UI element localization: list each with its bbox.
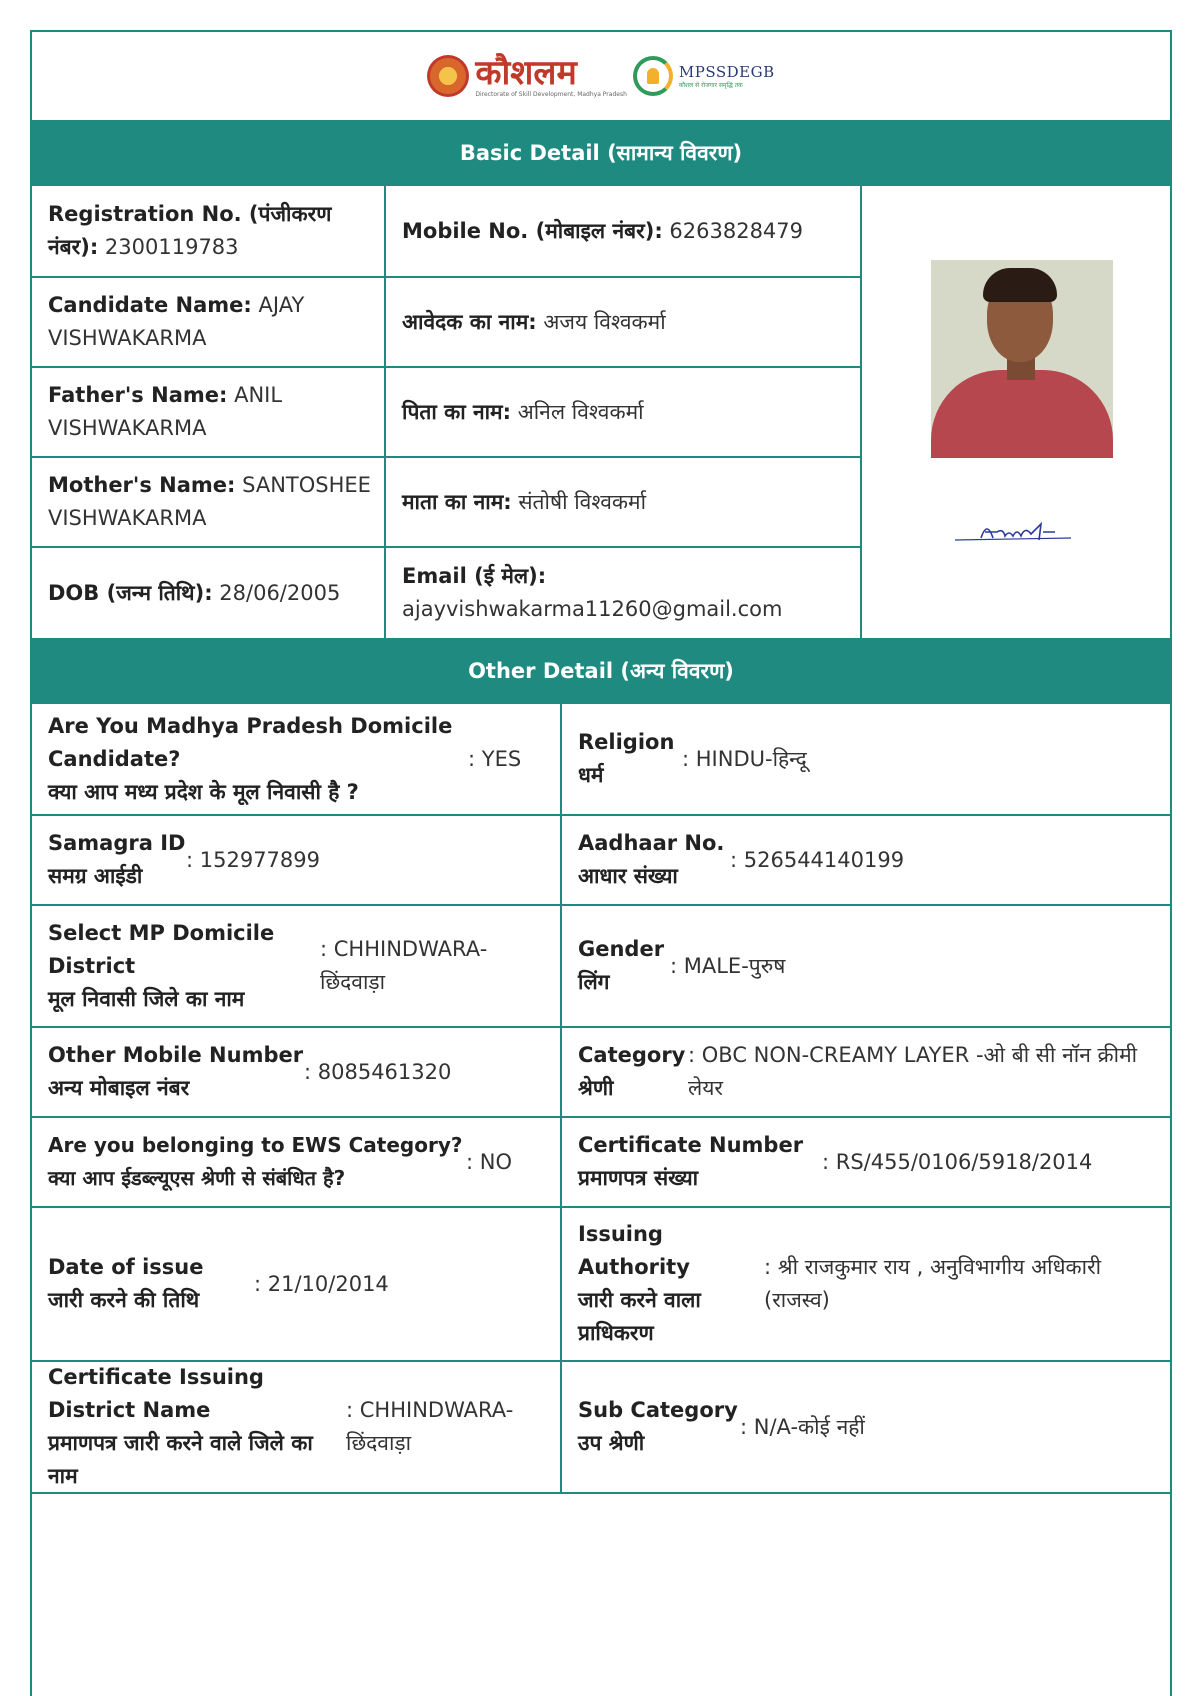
divider [860, 186, 862, 638]
category-cell: Category श्रेणी : OBC NON-CREAMY LAYER -ओ बी सी नॉन क्रीमी लेयर [562, 1028, 1172, 1118]
candidate-photo [931, 260, 1113, 458]
applicant-name-hi-cell: आवेदक का नाम: अजय विश्वकर्मा [386, 278, 860, 368]
aadhaar-cell: Aadhaar No. आधार संख्या : 526544140199 [562, 816, 1172, 906]
father-name-hi-cell: पिता का नाम: अनिल विश्वकर्मा [386, 368, 860, 458]
candidate-name-cell: Candidate Name: AJAY VISHWAKARMA [32, 278, 384, 368]
certificate-district-cell: Certificate Issuing District Name प्रमाणपत्र जारी करने वाले जिले का नाम : CHHINDWARA-छिंदवाड़ा [32, 1362, 560, 1494]
mp-emblem-icon [427, 55, 469, 97]
basic-detail-heading: Basic Detail (सामान्य विवरण) [32, 120, 1170, 186]
candidate-signature [951, 510, 1091, 550]
father-name-cell: Father's Name: ANIL VISHWAKARMA [32, 368, 384, 458]
mpssdegb-emblem-icon [633, 56, 673, 96]
mobile-no-cell: Mobile No. (मोबाइल नंबर): 6263828479 [386, 186, 860, 278]
gender-cell: Gender लिंग : MALE-पुरुष [562, 906, 1172, 1028]
other-mobile-cell: Other Mobile Number अन्य मोबाइल नंबर : 8085461320 [32, 1028, 560, 1118]
issuing-authority-cell: Issuing Authority जारी करने वाला प्राधिकरण : श्री राजकुमार राय , अनुविभागीय अधिकारी (राजस्व) [562, 1208, 1172, 1362]
certificate-number-cell: Certificate Number प्रमाणपत्र संख्या : RS/455/0106/5918/2014 [562, 1118, 1172, 1208]
email-cell: Email (ई मेल): ajayvishwakarma11260@gmail.com [402, 564, 783, 621]
domicile-cell: Are You Madhya Pradesh Domicile Candidate? क्या आप मध्य प्रदेश के मूल निवासी है ? : YES [32, 704, 560, 816]
ews-cell: Are you belonging to EWS Category? क्या आप ईडब्ल्यूएस श्रेणी से संबंधित है? : NO [32, 1118, 560, 1208]
registration-no-cell: Registration No. (पंजीकरण नंबर): 2300119783 [32, 186, 384, 278]
logo-header [32, 32, 1170, 120]
kaushalam-logo: कौशलम Directorate of Skill Development, Madhya Pradesh [475, 52, 627, 98]
samagra-id-cell: Samagra ID समग्र आईडी : 152977899 [32, 816, 560, 906]
mother-name-cell: Mother's Name: SANTOSHEE VISHWAKARMA [32, 458, 384, 548]
religion-cell: Religion धर्म : HINDU-हिन्दू [562, 704, 1172, 816]
sub-category-cell: Sub Category उप श्रेणी : N/A-कोई नहीं [562, 1362, 1172, 1494]
other-detail-heading: Other Detail (अन्य विवरण) [32, 638, 1170, 704]
mpssdegb-logo: MPSSDEGB कौशल से रोजगार समृद्धि तक [678, 63, 775, 89]
mother-name-hi-cell: माता का नाम: संतोषी विश्वकर्मा [386, 458, 860, 548]
dob-cell: DOB (जन्म तिथि): 28/06/2005 [48, 580, 341, 605]
issue-date-cell: Date of issue जारी करने की तिथि : 21/10/2014 [32, 1208, 560, 1362]
domicile-district-cell: Select MP Domicile District मूल निवासी जिले का नाम : CHHINDWARA-छिंदवाड़ा [32, 906, 560, 1028]
